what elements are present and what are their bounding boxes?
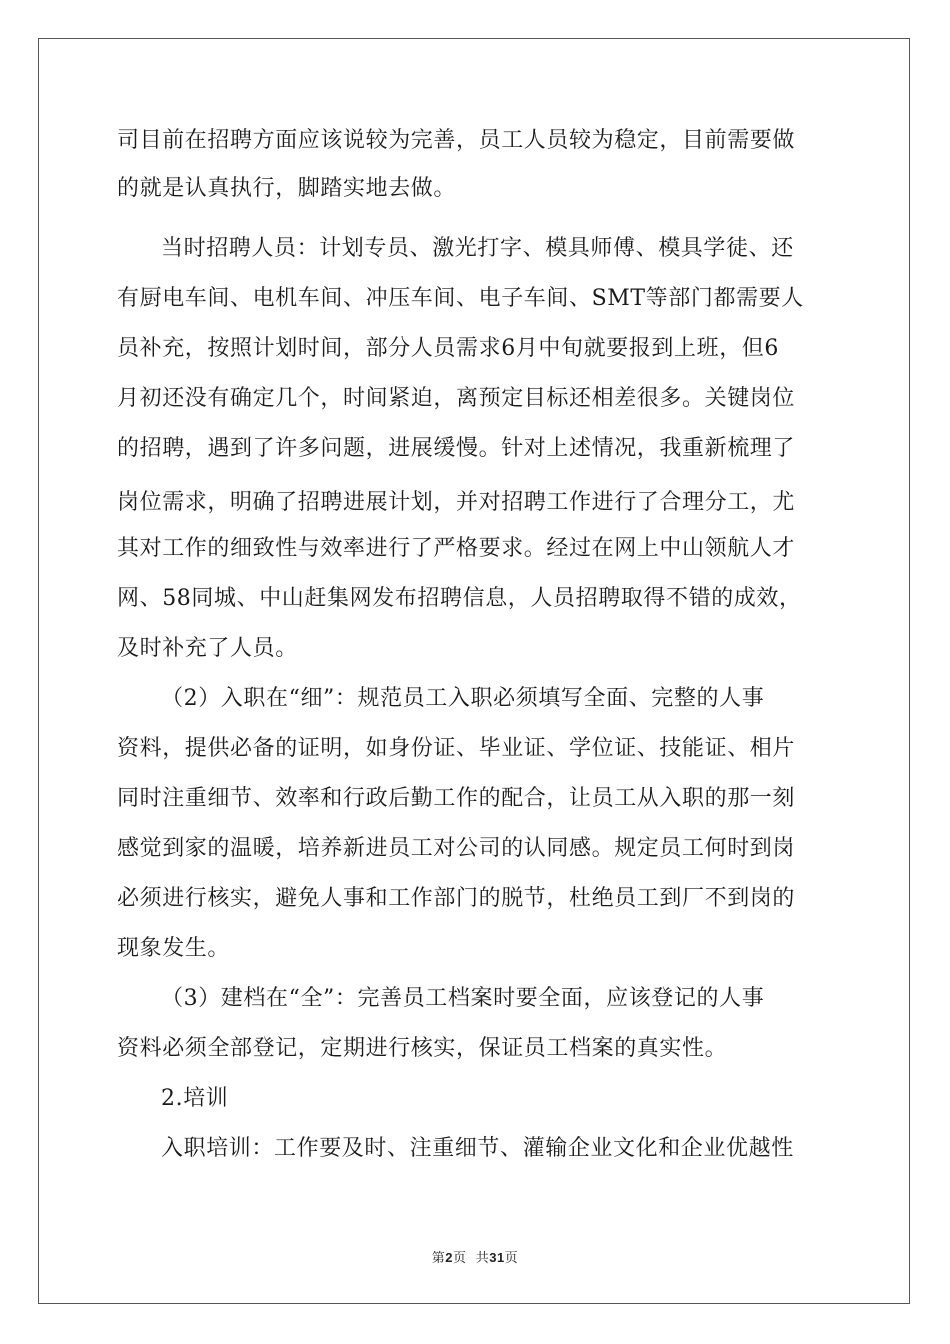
section-heading: 2.培训 — [161, 1086, 229, 1111]
body-line: 网、58同城、中山赶集网发布招聘信息，人员招聘取得不错的成效， — [117, 586, 802, 611]
paragraph-start-line: 入职培训：工作要及时、注重细节、灌输企业文化和企业优越性 — [161, 1136, 794, 1161]
page-footer — [0, 1247, 950, 1266]
body-line: 其对工作的细致性与效率进行了严格要求。经过在网上中山领航人才 — [117, 536, 796, 561]
footer-page-number: 2 — [445, 1250, 453, 1265]
body-line: 及时补充了人员。 — [117, 636, 298, 661]
footer-page-total: 31 — [489, 1250, 505, 1265]
paragraph-start-line: （2）入职在“细”：规范员工入职必须填写全面、完整的人事 — [161, 686, 765, 711]
footer-page-mid: 页 共 — [453, 1251, 490, 1266]
body-line: 员补充，按照计划时间，部分人员需求6月中旬就要报到上班，但6 — [117, 336, 779, 361]
body-line: 岗位需求，明确了招聘进展计划，并对招聘工作进行了合理分工，尤 — [117, 490, 796, 515]
body-line: 的招聘，遇到了许多问题，进展缓慢。针对上述情况，我重新梳理了 — [117, 436, 796, 461]
body-line: 资料，提供必备的证明，如身份证、毕业证、学位证、技能证、相片 — [117, 736, 796, 761]
body-line: 必须进行核实，避免人事和工作部门的脱节，杜绝员工到厂不到岗的 — [117, 886, 796, 911]
body-line: 有厨电车间、电机车间、冲压车间、电子车间、SMT等部门都需要人 — [117, 286, 804, 311]
body-line: 月初还没有确定几个，时间紧迫，离预定目标还相差很多。关键岗位 — [117, 386, 796, 411]
paragraph-start-line: 当时招聘人员：计划专员、激光打字、模具师傅、模具学徒、还 — [161, 236, 794, 261]
paragraph-start-line: （3）建档在“全”：完善员工档案时要全面，应该登记的人事 — [161, 986, 765, 1011]
body-line: 的就是认真执行，脚踏实地去做。 — [117, 176, 457, 201]
page-border — [38, 38, 910, 1304]
footer-page-prefix: 第 — [431, 1251, 446, 1266]
footer-page-suffix: 页 — [504, 1251, 519, 1266]
body-line: 资料必须全部登记，定期进行核实，保证员工档案的真实性。 — [117, 1036, 728, 1061]
body-line: 感觉到家的温暖，培养新进员工对公司的认同感。规定员工何时到岗 — [117, 836, 796, 861]
body-line: 同时注重细节、效率和行政后勤工作的配合，让员工从入职的那一刻 — [117, 786, 796, 811]
body-line: 现象发生。 — [117, 936, 231, 961]
body-line: 司目前在招聘方面应该说较为完善，员工人员较为稳定，目前需要做 — [117, 128, 796, 153]
